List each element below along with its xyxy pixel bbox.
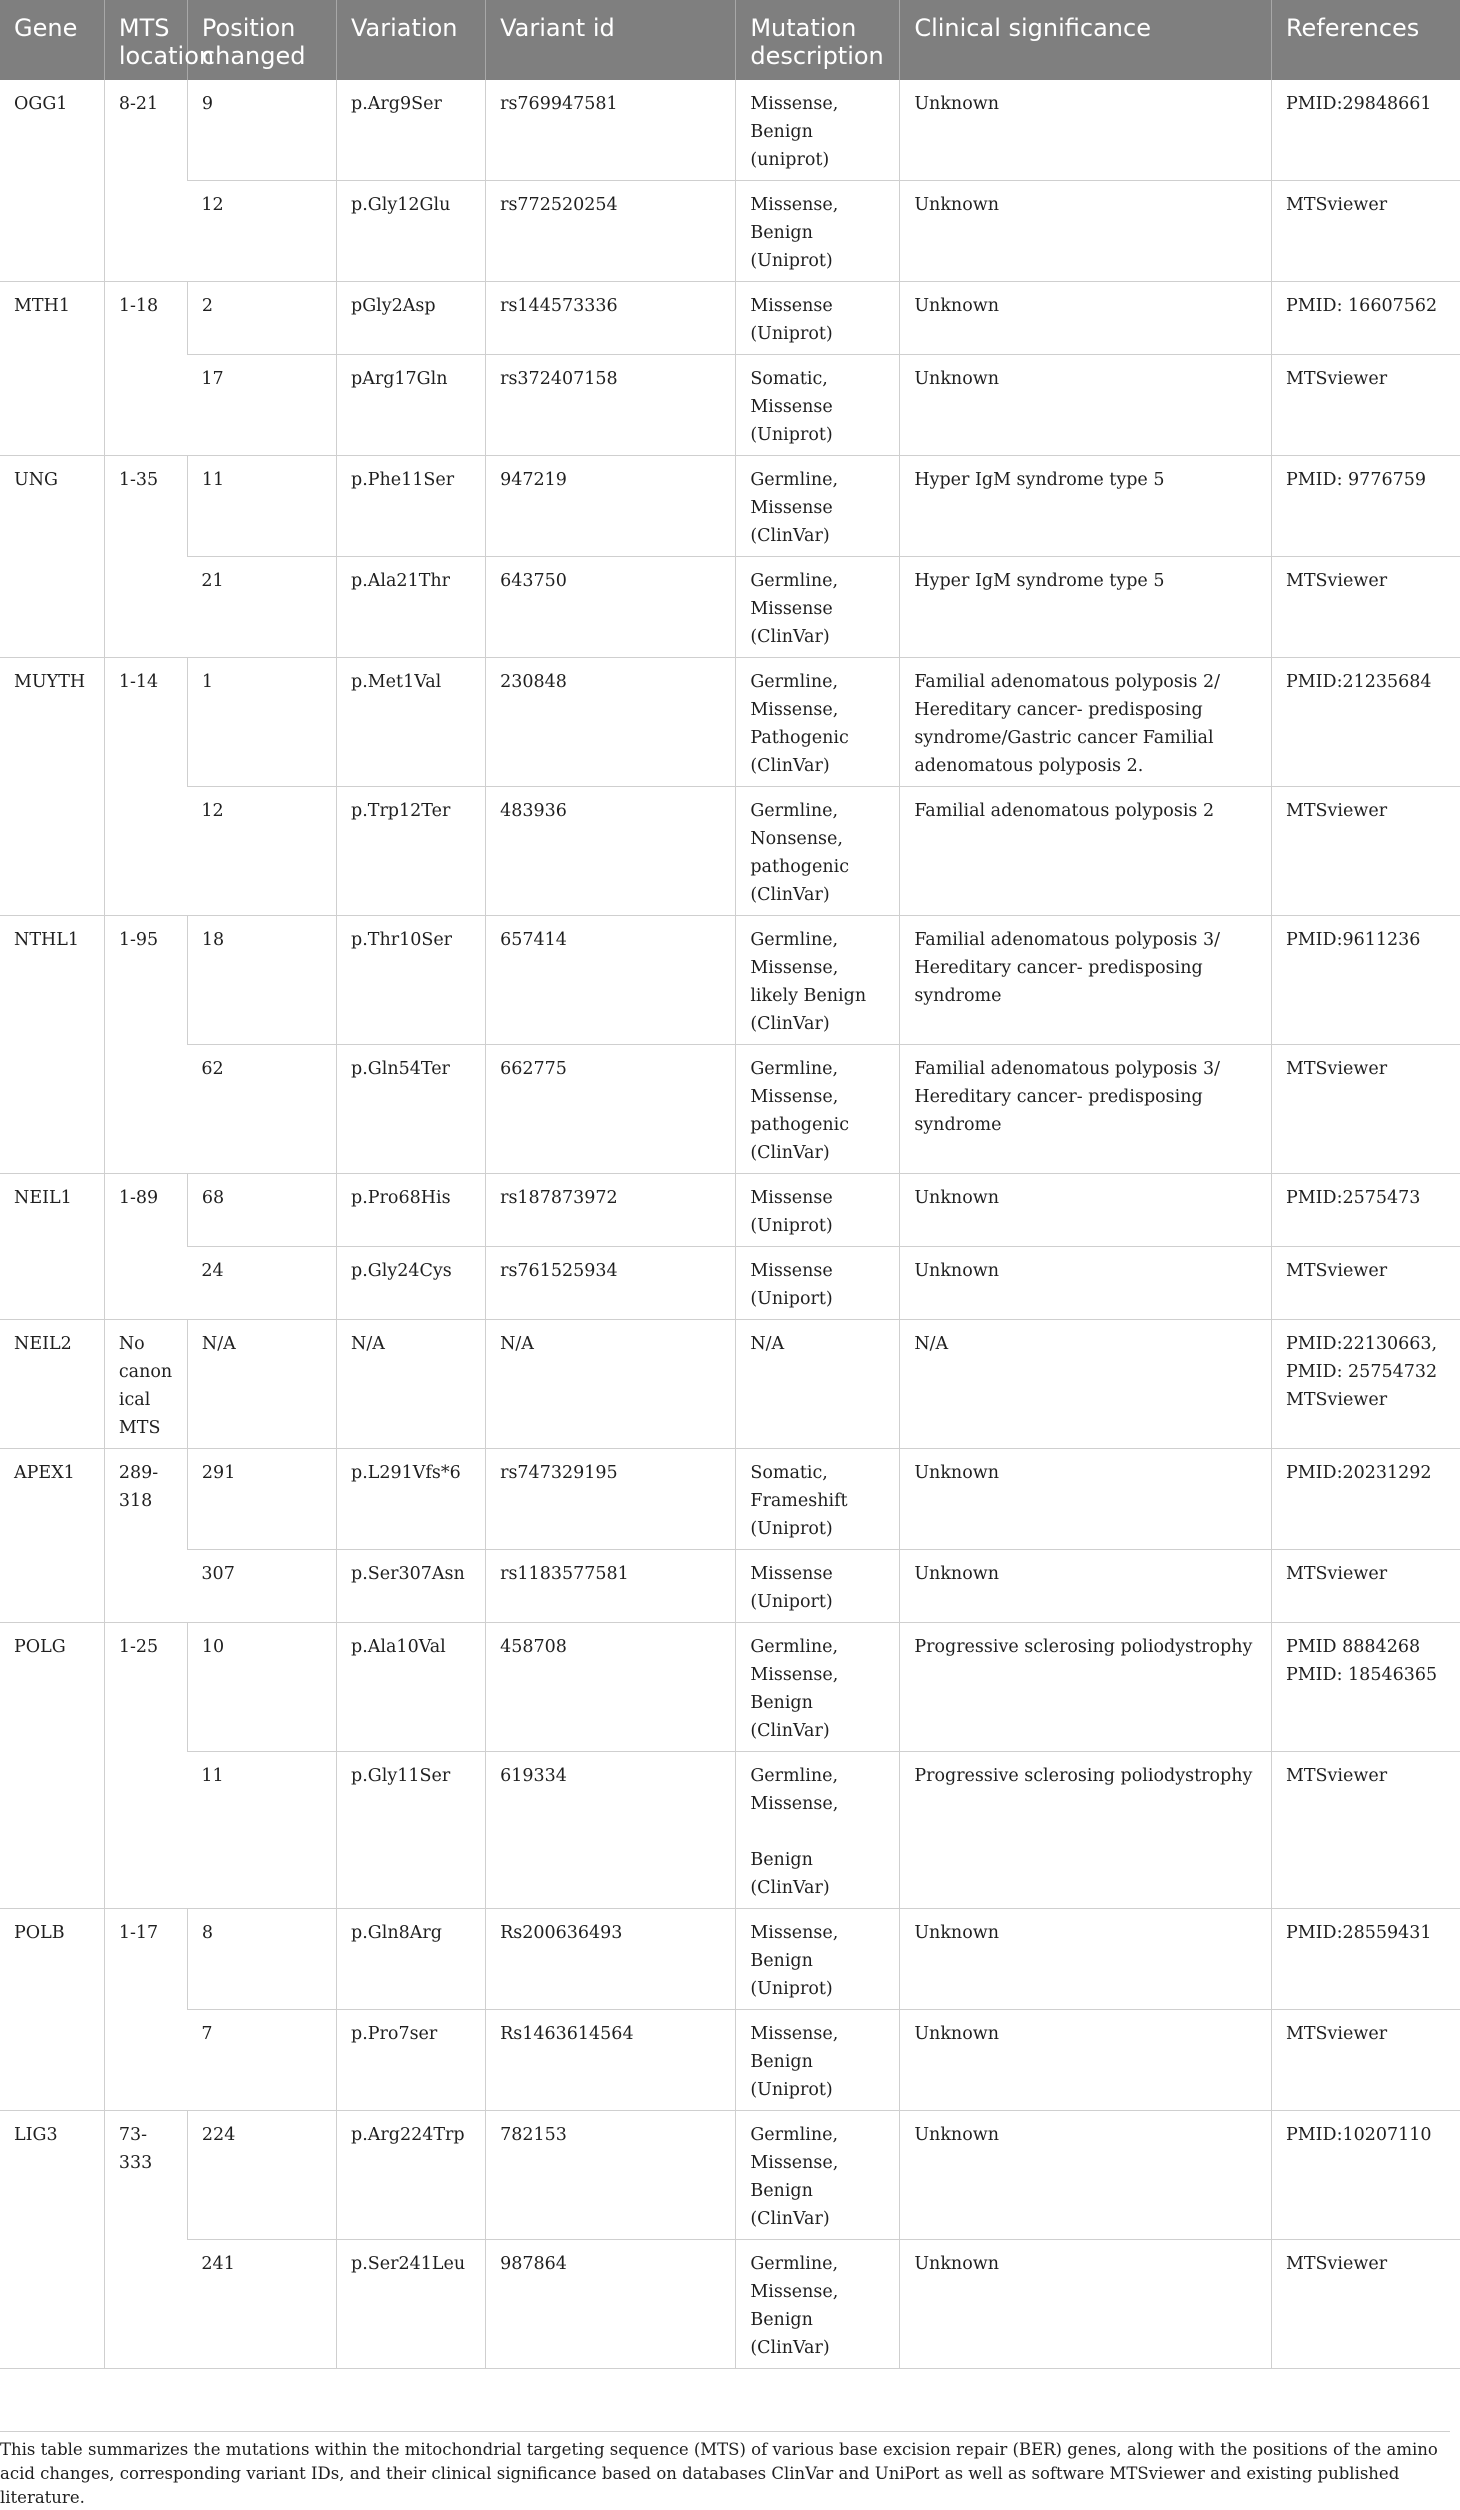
- cell-clinical-significance: Familial adenomatous polyposis 2/ Hereditary cancer- predisposing syndrome/Gastric cancer Familial adenomatous polyposis 2.: [900, 658, 1272, 787]
- cell-gene: NEIL2: [0, 1320, 104, 1449]
- header-mutation-description: Mutation description: [736, 0, 900, 80]
- cell-variation: pGly2Asp: [337, 282, 486, 355]
- cell-gene: APEX1: [0, 1449, 104, 1623]
- cell-references: PMID:29848661: [1271, 80, 1460, 181]
- cell-mutation-description: Missense, Benign (Uniprot): [736, 2010, 900, 2111]
- cell-variant-id: 657414: [486, 916, 736, 1045]
- cell-position-changed: 241: [187, 2240, 336, 2369]
- cell-references: PMID:9611236: [1271, 916, 1460, 1045]
- cell-variant-id: rs1183577581: [486, 1550, 736, 1623]
- cell-position-changed: 62: [187, 1045, 336, 1174]
- cell-variation: p.Arg224Trp: [337, 2111, 486, 2240]
- cell-variation: p.Ser241Leu: [337, 2240, 486, 2369]
- cell-mts-location: 1-17: [104, 1909, 187, 2111]
- cell-clinical-significance: Progressive sclerosing poliodystrophy: [900, 1623, 1272, 1752]
- cell-mts-location: 1-18: [104, 282, 187, 456]
- cell-mutation-description: Germline, Missense, Benign (ClinVar): [736, 2240, 900, 2369]
- cell-variant-id: rs772520254: [486, 181, 736, 282]
- cell-variant-id: 643750: [486, 557, 736, 658]
- table-row: [0, 1174, 1460, 1247]
- table-row: [0, 456, 1460, 557]
- cell-variant-id: rs761525934: [486, 1247, 736, 1320]
- cell-variation: p.Gly12Glu: [337, 181, 486, 282]
- table-row: [0, 557, 1460, 658]
- cell-variation: p.Gly24Cys: [337, 1247, 486, 1320]
- cell-variant-id: 782153: [486, 2111, 736, 2240]
- cell-mutation-description: N/A: [736, 1320, 900, 1449]
- cell-clinical-significance: Unknown: [900, 1449, 1272, 1550]
- header-mts-location: MTS location: [104, 0, 187, 80]
- cell-position-changed: 2: [187, 282, 336, 355]
- cell-clinical-significance: Hyper IgM syndrome type 5: [900, 456, 1272, 557]
- header-clinical-significance: Clinical significance: [900, 0, 1272, 80]
- cell-references: MTSviewer: [1271, 1550, 1460, 1623]
- cell-variant-id: N/A: [486, 1320, 736, 1449]
- cell-clinical-significance: Familial adenomatous polyposis 3/ Hereditary cancer- predisposing syndrome: [900, 916, 1272, 1045]
- table-row: [0, 1247, 1460, 1320]
- table-row: [0, 2111, 1460, 2240]
- cell-position-changed: N/A: [187, 1320, 336, 1449]
- cell-position-changed: 7: [187, 2010, 336, 2111]
- cell-mutation-description: Missense (Uniprot): [736, 282, 900, 355]
- cell-variant-id: rs144573336: [486, 282, 736, 355]
- cell-position-changed: 10: [187, 1623, 336, 1752]
- cell-clinical-significance: Unknown: [900, 1550, 1272, 1623]
- cell-clinical-significance: Unknown: [900, 282, 1272, 355]
- table-row: [0, 2010, 1460, 2111]
- header-references: References: [1271, 0, 1460, 80]
- cell-mts-location: 1-35: [104, 456, 187, 658]
- cell-variant-id: 619334: [486, 1752, 736, 1909]
- table-row: [0, 2240, 1460, 2369]
- cell-variant-id: 458708: [486, 1623, 736, 1752]
- cell-position-changed: 11: [187, 1752, 336, 1909]
- cell-mutation-description: Germline, Nonsense, pathogenic (ClinVar): [736, 787, 900, 916]
- cell-gene: POLB: [0, 1909, 104, 2111]
- cell-references: PMID: 16607562: [1271, 282, 1460, 355]
- cell-clinical-significance: Familial adenomatous polyposis 3/ Hereditary cancer- predisposing syndrome: [900, 1045, 1272, 1174]
- cell-position-changed: 12: [187, 181, 336, 282]
- cell-mts-location: 73-333: [104, 2111, 187, 2369]
- header-variation: Variation: [337, 0, 486, 80]
- cell-references: PMID:28559431: [1271, 1909, 1460, 2010]
- cell-mutation-description: Germline, Missense, pathogenic (ClinVar): [736, 1045, 900, 1174]
- table-row: [0, 1449, 1460, 1550]
- cell-mts-location: 1-14: [104, 658, 187, 916]
- cell-variant-id: 483936: [486, 787, 736, 916]
- cell-mutation-description: Missense, Benign (uniprot): [736, 80, 900, 181]
- cell-mutation-description: Germline, Missense, Benign (ClinVar): [736, 2111, 900, 2240]
- header-position-changed: Position changed: [187, 0, 336, 80]
- cell-references: PMID:22130663, PMID: 25754732 MTSviewer: [1271, 1320, 1460, 1449]
- cell-mutation-description: Somatic, Frameshift (Uniprot): [736, 1449, 900, 1550]
- cell-gene: NTHL1: [0, 916, 104, 1174]
- cell-gene: NEIL1: [0, 1174, 104, 1320]
- cell-gene: POLG: [0, 1623, 104, 1909]
- header-row: [0, 0, 1460, 80]
- cell-mutation-description: Somatic, Missense (Uniprot): [736, 355, 900, 456]
- cell-variation: p.Met1Val: [337, 658, 486, 787]
- cell-mts-location: 1-95: [104, 916, 187, 1174]
- cell-references: MTSviewer: [1271, 2010, 1460, 2111]
- cell-clinical-significance: Familial adenomatous polyposis 2: [900, 787, 1272, 916]
- table-row: [0, 282, 1460, 355]
- cell-clinical-significance: N/A: [900, 1320, 1272, 1449]
- table-row: [0, 1909, 1460, 2010]
- table-row: [0, 1752, 1460, 1909]
- cell-variation: p.Trp12Ter: [337, 787, 486, 916]
- cell-position-changed: 1: [187, 658, 336, 787]
- table-body: [0, 80, 1460, 2369]
- cell-mutation-description: Germline, Missense, likely Benign (ClinVar): [736, 916, 900, 1045]
- cell-gene: MTH1: [0, 282, 104, 456]
- cell-variation: p.L291Vfs*6: [337, 1449, 486, 1550]
- cell-mutation-description: Missense (Uniport): [736, 1550, 900, 1623]
- cell-variation: N/A: [337, 1320, 486, 1449]
- cell-variation: p.Gln54Ter: [337, 1045, 486, 1174]
- cell-variant-id: 662775: [486, 1045, 736, 1174]
- cell-mts-location: No canonical MTS: [104, 1320, 187, 1449]
- cell-references: PMID:10207110: [1271, 2111, 1460, 2240]
- cell-references: PMID:21235684: [1271, 658, 1460, 787]
- cell-variation: pArg17Gln: [337, 355, 486, 456]
- cell-variation: p.Phe11Ser: [337, 456, 486, 557]
- cell-mutation-description: Germline, Missense, Benign (ClinVar): [736, 1752, 900, 1909]
- cell-variation: p.Pro7ser: [337, 2010, 486, 2111]
- cell-variant-id: Rs1463614564: [486, 2010, 736, 2111]
- cell-position-changed: 18: [187, 916, 336, 1045]
- cell-gene: OGG1: [0, 80, 104, 282]
- cell-variation: p.Gln8Arg: [337, 1909, 486, 2010]
- cell-references: MTSviewer: [1271, 1752, 1460, 1909]
- cell-mutation-description: Missense, Benign (Uniprot): [736, 1909, 900, 2010]
- cell-variation: p.Ala10Val: [337, 1623, 486, 1752]
- cell-position-changed: 9: [187, 80, 336, 181]
- cell-variant-id: rs187873972: [486, 1174, 736, 1247]
- table-row: [0, 658, 1460, 787]
- cell-mutation-description: Missense, Benign (Uniprot): [736, 181, 900, 282]
- cell-clinical-significance: Unknown: [900, 2010, 1272, 2111]
- cell-clinical-significance: Unknown: [900, 2111, 1272, 2240]
- cell-references: MTSviewer: [1271, 557, 1460, 658]
- cell-variation: p.Ala21Thr: [337, 557, 486, 658]
- table-row: [0, 80, 1460, 181]
- cell-references: MTSviewer: [1271, 2240, 1460, 2369]
- cell-variation: p.Arg9Ser: [337, 80, 486, 181]
- cell-references: MTSviewer: [1271, 181, 1460, 282]
- cell-references: MTSviewer: [1271, 787, 1460, 916]
- cell-mts-location: 1-89: [104, 1174, 187, 1320]
- table-row: [0, 1623, 1460, 1752]
- cell-position-changed: 21: [187, 557, 336, 658]
- table-caption: This table summarizes the mutations within the mitochondrial targeting sequence (MTS) of various base excision repair (BER) genes, along with the positions of the amino acid changes, corresponding variant IDs, and their clinical significance based on databases ClinVar and UniPort as well as software MTSviewer and existing published literature.: [0, 2431, 1450, 2510]
- cell-mts-location: 8-21: [104, 80, 187, 282]
- cell-mts-location: 1-25: [104, 1623, 187, 1909]
- cell-gene: UNG: [0, 456, 104, 658]
- cell-clinical-significance: Progressive sclerosing poliodystrophy: [900, 1752, 1272, 1909]
- cell-clinical-significance: Unknown: [900, 1174, 1272, 1247]
- cell-position-changed: 307: [187, 1550, 336, 1623]
- cell-gene: MUYTH: [0, 658, 104, 916]
- cell-gene: LIG3: [0, 2111, 104, 2369]
- cell-position-changed: 68: [187, 1174, 336, 1247]
- cell-position-changed: 11: [187, 456, 336, 557]
- cell-variation: p.Gly11Ser: [337, 1752, 486, 1909]
- cell-references: MTSviewer: [1271, 1247, 1460, 1320]
- cell-clinical-significance: Unknown: [900, 1909, 1272, 2010]
- table-row: [0, 181, 1460, 282]
- cell-position-changed: 224: [187, 2111, 336, 2240]
- cell-clinical-significance: Unknown: [900, 80, 1272, 181]
- cell-mutation-description: Germline, Missense (ClinVar): [736, 456, 900, 557]
- cell-variant-id: Rs200636493: [486, 1909, 736, 2010]
- table-row: [0, 916, 1460, 1045]
- cell-references: PMID:20231292: [1271, 1449, 1460, 1550]
- cell-clinical-significance: Unknown: [900, 1247, 1272, 1320]
- cell-variation: p.Ser307Asn: [337, 1550, 486, 1623]
- cell-mutation-description: Germline, Missense, Benign (ClinVar): [736, 1623, 900, 1752]
- cell-references: PMID 8884268 PMID: 18546365: [1271, 1623, 1460, 1752]
- cell-mutation-description: Missense (Uniport): [736, 1247, 900, 1320]
- cell-mts-location: 289-318: [104, 1449, 187, 1623]
- table-row: [0, 355, 1460, 456]
- table-row: [0, 1320, 1460, 1449]
- cell-variant-id: rs747329195: [486, 1449, 736, 1550]
- cell-position-changed: 291: [187, 1449, 336, 1550]
- cell-variant-id: 947219: [486, 456, 736, 557]
- cell-variant-id: rs769947581: [486, 80, 736, 181]
- cell-variant-id: 987864: [486, 2240, 736, 2369]
- cell-clinical-significance: Unknown: [900, 2240, 1272, 2369]
- cell-references: MTSviewer: [1271, 1045, 1460, 1174]
- cell-variant-id: rs372407158: [486, 355, 736, 456]
- cell-position-changed: 24: [187, 1247, 336, 1320]
- table-row: [0, 787, 1460, 916]
- cell-variation: p.Pro68His: [337, 1174, 486, 1247]
- cell-variant-id: 230848: [486, 658, 736, 787]
- cell-position-changed: 17: [187, 355, 336, 456]
- cell-variation: p.Thr10Ser: [337, 916, 486, 1045]
- cell-references: PMID:2575473: [1271, 1174, 1460, 1247]
- header-gene: Gene: [0, 0, 104, 80]
- table-row: [0, 1045, 1460, 1174]
- cell-position-changed: 12: [187, 787, 336, 916]
- table-row: [0, 1550, 1460, 1623]
- cell-mutation-description: Missense (Uniprot): [736, 1174, 900, 1247]
- cell-clinical-significance: Unknown: [900, 181, 1272, 282]
- cell-references: PMID: 9776759: [1271, 456, 1460, 557]
- cell-references: MTSviewer: [1271, 355, 1460, 456]
- cell-position-changed: 8: [187, 1909, 336, 2010]
- cell-clinical-significance: Unknown: [900, 355, 1272, 456]
- cell-mutation-description: Germline, Missense, Pathogenic (ClinVar): [736, 658, 900, 787]
- cell-mutation-description: Germline, Missense (ClinVar): [736, 557, 900, 658]
- table-header: [0, 0, 1460, 80]
- header-variant-id: Variant id: [486, 0, 736, 80]
- cell-clinical-significance: Hyper IgM syndrome type 5: [900, 557, 1272, 658]
